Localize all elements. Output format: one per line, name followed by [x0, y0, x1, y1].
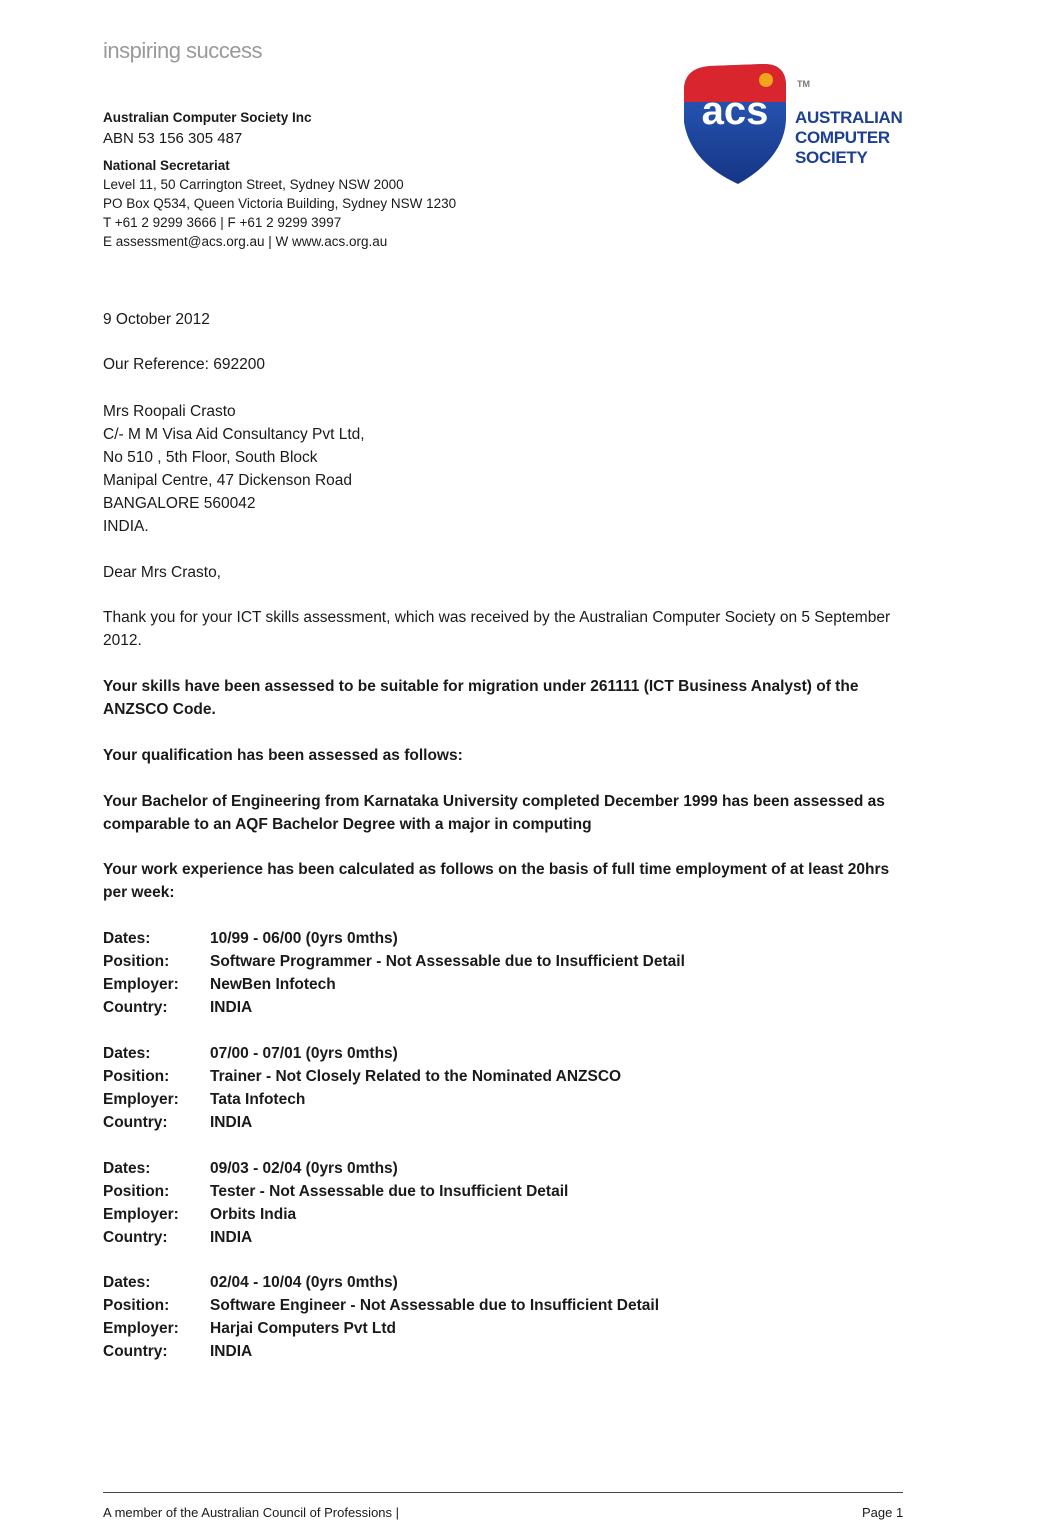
sun-icon	[759, 73, 773, 87]
employment-employer: Orbits India	[210, 1206, 297, 1223]
acs-shield-logo	[680, 62, 790, 188]
employment-entry	[103, 1042, 903, 1134]
employment-country: INDIA	[210, 999, 253, 1016]
employment-country: INDIA	[210, 1114, 253, 1131]
position-label: Position:	[103, 1183, 170, 1200]
employer-label: Employer:	[103, 1091, 179, 1108]
email-line: E assessment@acs.org.au | W www.acs.org.au	[103, 234, 388, 249]
employment-dates: 10/99 - 06/00 (0yrs 0mths)	[210, 930, 398, 947]
address-line: PO Box Q534, Queen Victoria Building, Sydney NSW 1230	[103, 196, 457, 211]
employment-country: INDIA	[210, 1229, 253, 1246]
employment-dates: 07/00 - 07/01 (0yrs 0mths)	[210, 1045, 398, 1062]
org-name: Australian Computer Society Inc	[103, 110, 312, 125]
employment-entry	[103, 927, 903, 1019]
employment-employer: Harjai Computers Pvt Ltd	[210, 1320, 397, 1337]
trademark-label: TM	[797, 79, 810, 89]
position-label: Position:	[103, 1068, 170, 1085]
dates-label: Dates:	[103, 1160, 151, 1177]
dates-label: Dates:	[103, 930, 151, 947]
page-number: Page 1	[862, 1505, 904, 1520]
country-label: Country:	[103, 1229, 168, 1246]
employment-country: INDIA	[210, 1343, 253, 1360]
abn-number: ABN 53 156 305 487	[103, 130, 243, 147]
address-line: Level 11, 50 Carrington Street, Sydney NSW 2000	[103, 177, 404, 192]
country-label: Country:	[103, 1114, 168, 1131]
logo-wordmark: AUSTRALIAN COMPUTER SOCIETY	[795, 108, 903, 167]
logo-mark-text: acs	[701, 89, 769, 133]
letter-date: 9 October 2012	[103, 311, 210, 328]
footer-divider	[103, 1492, 903, 1493]
employment-entry	[103, 1271, 903, 1363]
intro-paragraph: Thank you for your ICT skills assessment, which was received by the Australian Computer Society on 5 September 2012.	[103, 609, 891, 649]
employer-label: Employer:	[103, 976, 179, 993]
secretariat-title: National Secretariat	[103, 158, 230, 173]
employment-entry	[103, 1157, 903, 1249]
qualification-statement: Your Bachelor of Engineering from Karnataka University completed December 1999 has been assessed as comparable to an AQF Bachelor Degree with a major in computing	[103, 793, 885, 833]
position-label: Position:	[103, 953, 170, 970]
salutation: Dear Mrs Crasto,	[103, 564, 221, 581]
phone-line: T +61 2 9299 3666 | F +61 2 9299 3997	[103, 215, 342, 230]
employment-employer: NewBen Infotech	[210, 976, 336, 993]
recipient-address: Mrs Roopali Crasto C/- M M Visa Aid Consultancy Pvt Ltd, No 510 , 5th Floor, South Block Manipal Centre, 47 Dickenson Road BANGALORE 560042 INDIA.	[103, 403, 365, 535]
footer-membership: A member of the Australian Council of Professions |	[103, 1505, 400, 1520]
employment-employer: Tata Infotech	[210, 1091, 306, 1108]
qualification-heading: Your qualification has been assessed as follows:	[103, 747, 463, 764]
country-label: Country:	[103, 1343, 168, 1360]
employment-dates: 09/03 - 02/04 (0yrs 0mths)	[210, 1160, 398, 1177]
employer-label: Employer:	[103, 1320, 179, 1337]
dates-label: Dates:	[103, 1045, 151, 1062]
skills-statement: Your skills have been assessed to be suitable for migration under 261111 (ICT Business Analyst) of the ANZSCO Code.	[103, 678, 859, 718]
tagline: inspiring success	[103, 38, 263, 63]
employment-position: Software Engineer - Not Assessable due to Insufficient Detail	[210, 1297, 660, 1314]
work-experience-heading: Your work experience has been calculated as follows on the basis of full time employment of at least 20hrs per week:	[103, 861, 890, 901]
reference-number: Our Reference: 692200	[103, 356, 265, 373]
dates-label: Dates:	[103, 1274, 151, 1291]
employment-position: Software Programmer - Not Assessable due to Insufficient Detail	[210, 953, 685, 970]
employment-position: Trainer - Not Closely Related to the Nominated ANZSCO	[210, 1068, 622, 1085]
position-label: Position:	[103, 1297, 170, 1314]
employment-position: Tester - Not Assessable due to Insufficient Detail	[210, 1183, 569, 1200]
employment-dates: 02/04 - 10/04 (0yrs 0mths)	[210, 1274, 398, 1291]
country-label: Country:	[103, 999, 168, 1016]
employer-label: Employer:	[103, 1206, 179, 1223]
